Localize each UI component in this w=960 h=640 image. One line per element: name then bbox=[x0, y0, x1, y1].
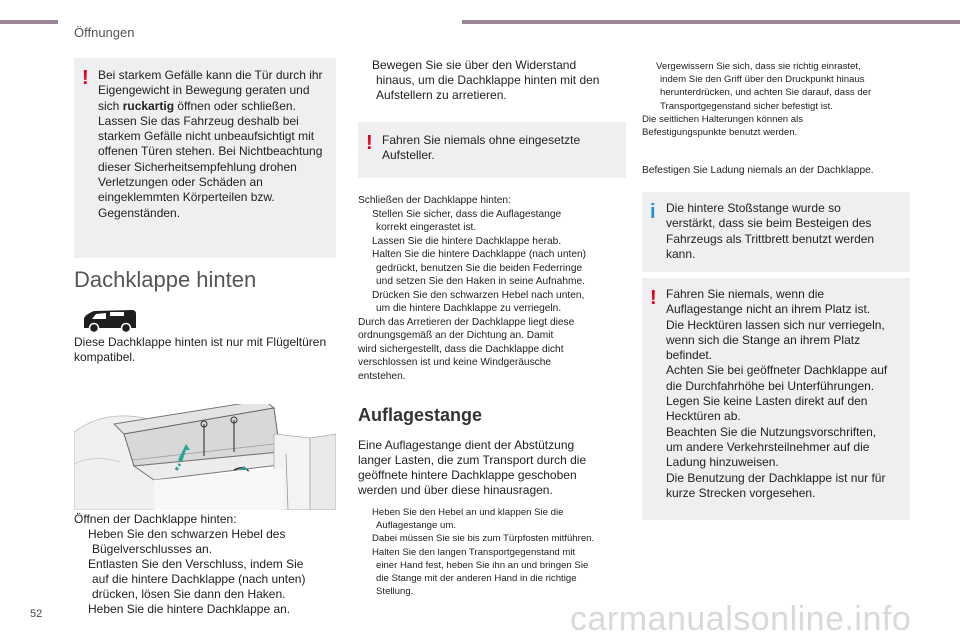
close-instructions: Schließen der Dachklappe hinten: Stellen Sie sicher, dass die Auflagestange korrekt eingerastet ist. Lassen Sie die hintere Dachklappe herab. Halten Sie die hintere Dachklappe (nach unten) gedrückt, benutzen Sie die beiden Federringe und setzen Sie den Haken in seine Aufnahme. Drücken Sie den schwarzen Hebel nach unten, um die hintere Dachklappe zu verriegeln. Durch das Arretieren der Dachklappe liegt diese ordnungsgemäß an der Dichtung an. Damit wird sichergestellt, dass die Dachklappe dicht verschlossen ist und keine Windgeräusche entstehen. bbox=[358, 195, 587, 382]
warning-icon: ! bbox=[82, 67, 89, 89]
page-number: 52 bbox=[30, 608, 43, 620]
emphasis-text: ruckartig bbox=[122, 98, 175, 113]
list-item: Entlasten Sie den Verschluss, indem Sie bbox=[88, 557, 304, 571]
info-icon: i bbox=[650, 201, 656, 223]
compat-note: Diese Dachklappe hinten ist nur mit Flügeltüren kompatibel. bbox=[74, 335, 327, 364]
section-title: Öffnungen bbox=[74, 25, 135, 40]
auflagestange-intro: Eine Auflagestange dient der Abstützung langer Lasten, die zum Transport durch die geöffnete hintere Dachklappe geschoben werden und über diese hinausragen. bbox=[358, 438, 587, 497]
warning-icon: ! bbox=[366, 132, 373, 154]
heading-dachklappe: Dachklappe hinten bbox=[74, 267, 257, 292]
list-item: Heben Sie den schwarzen Hebel des bbox=[88, 527, 286, 541]
warning-text-slope: Bei starkem Gefälle kann die Tür durch ihr Eigengewicht in Bewegung geraten und sich ruckartig öffnen oder schließen. Lassen Sie das Fahrzeug deshalb bei starkem Gefälle nicht unbeaufsichtigt mit offenen Türen stehen. Bei Nichtbeachtung dieser Sicherheitsempfehlung drohen Verletzungen oder Schäden an eingeklemmten Körperteilen bzw. Gegenständen. bbox=[98, 68, 323, 220]
fix-note: Befestigen Sie Ladung niemals an der Dachklappe. bbox=[642, 165, 874, 176]
warning-text-bar: Fahren Sie niemals, wenn die Auflagestange nicht an ihrem Platz ist. Die Hecktüren lassen sich nur verriegeln, wenn sich die Stange an ihrem Platz befindet. Achten Sie bei geöffneter Dachklappe auf die Durchfahrhöhe bei Unterführungen. Legen Sie keine Lasten direkt auf den Hecktüren ab. Beachten Sie die Nutzungsvorschriften, um andere Verkehrsteilnehmer auf die Ladung hinzuweisen. Die Benutzung der Dachklappe ist nur für kurze Strecken vorgesehen. bbox=[666, 287, 888, 500]
open-instructions: Öffnen der Dachklappe hinten: Heben Sie den schwarzen Hebel des Bügelverschlusses an. Entlasten Sie den Verschluss, indem Sie auf die hintere Dachklappe (nach unten) drücken, lösen Sie dann den Haken. Heben Sie die hintere Dachklappe an. bbox=[74, 512, 336, 617]
header-rule-left bbox=[0, 20, 58, 24]
warning-icon: ! bbox=[650, 287, 657, 309]
move-step: Bewegen Sie sie über den Widerstand hinaus, um die Dachklappe hinten mit den Aufstellern zu arretieren. bbox=[372, 58, 600, 102]
header-rule-right bbox=[462, 20, 960, 24]
roof-flap-illustration bbox=[74, 404, 336, 510]
auflagestange-steps: Heben Sie den Hebel an und klappen Sie die Auflagestange um. Dabei müssen Sie sie bis zum Türpfosten mitführen. Halten Sie den langen Transportgegenstand mit einer Hand fest, heben Sie ihn an und bringen Sie die Stange mit der anderen Hand in die richtige Stellung. bbox=[372, 507, 595, 598]
info-text-bumper: Die hintere Stoßstange wurde so verstärkt, dass sie beim Besteigen des Fahrzeugs als Trittbrett benutzt werden kann. bbox=[666, 201, 875, 261]
list-item: Heben Sie die hintere Dachklappe an. bbox=[88, 602, 291, 616]
check-step: Vergewissern Sie sich, dass sie richtig einrastet, indem Sie den Griff über den Druckpunkt hinaus herunterdrücken, und achten Sie darauf, dass der Transportgegenstand sicher befestigt ist. Die seitlichen Halterungen können als Befestigungspunkte benutzt werden. bbox=[642, 61, 872, 139]
heading-auflagestange: Auflagestange bbox=[358, 405, 483, 425]
van-icon bbox=[80, 306, 138, 334]
warning-text-supports: Fahren Sie niemals ohne eingesetzte Aufsteller. bbox=[382, 133, 581, 163]
watermark: carmanualsonline.info bbox=[570, 600, 912, 638]
